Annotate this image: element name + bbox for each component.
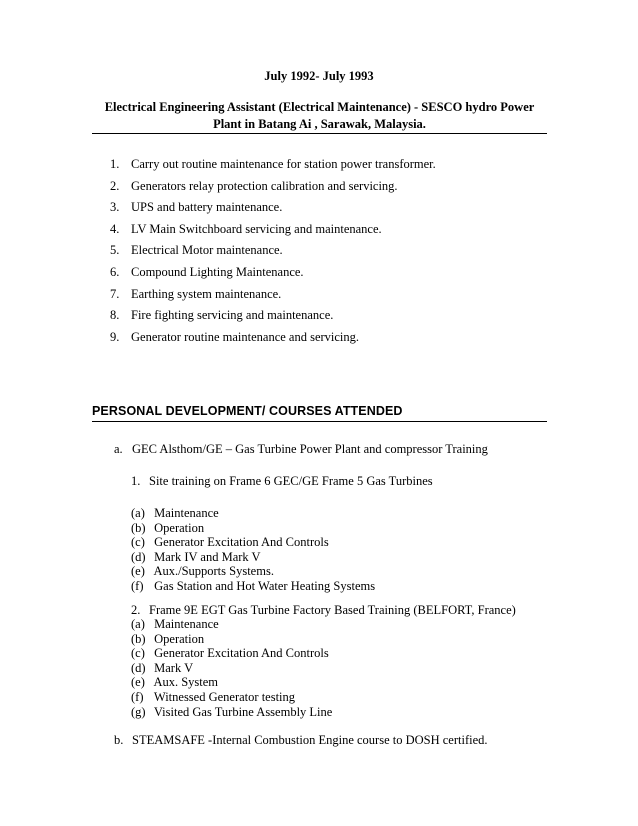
- duty-item: 1. Carry out routine maintenance for station power transformer.: [110, 157, 436, 171]
- sub-item: (g) Visited Gas Turbine Assembly Line: [131, 704, 333, 719]
- course-a-letter: a.: [114, 442, 123, 456]
- sub-item: (a) Maintenance: [131, 617, 219, 631]
- sub-item: (d) Mark V: [131, 660, 194, 675]
- section-heading: PERSONAL DEVELOPMENT/ COURSES ATTENDED: [92, 404, 403, 418]
- sub-item: (f) Witnessed Generator testing: [131, 689, 296, 704]
- employment-period: July 1992- July 1993: [264, 69, 374, 83]
- sub-item: (b) Operation: [131, 520, 205, 535]
- duties-list: [110, 156, 540, 350]
- job-title-line-1: Electrical Engineering Assistant (Electrical Maintenance) - SESCO hydro Power: [104, 100, 535, 114]
- course-a-text: GEC Alsthom/GE – Gas Turbine Power Plant and compressor Training: [132, 442, 488, 456]
- course-a-sub-2: 2. Frame 9E EGT Gas Turbine Factory Based Training (BELFORT, France): [131, 603, 516, 617]
- sub-item: (f) Gas Station and Hot Water Heating Systems: [131, 578, 376, 593]
- course-b: [114, 733, 488, 748]
- duty-item: 3. UPS and battery maintenance.: [110, 200, 283, 215]
- course-a-sub-1: 1. Site training on Frame 6 GEC/GE Frame 5 Gas Turbines: [131, 474, 433, 488]
- course-b-text: STEAMSAFE -Internal Combustion Engine course to DOSH certified.: [132, 733, 488, 747]
- sub-item: (e) Aux. System: [131, 675, 219, 690]
- duty-item: 5. Electrical Motor maintenance.: [110, 243, 283, 258]
- sub-1-items: [131, 506, 375, 594]
- sub-item: (d) Mark IV and Mark V: [131, 549, 261, 564]
- course-a: [114, 442, 488, 457]
- job-title: [92, 99, 547, 133]
- duty-item: 9. Generator routine maintenance and servicing.: [110, 329, 360, 344]
- section-divider: [92, 421, 547, 422]
- duty-item: 8. Fire fighting servicing and maintenance.: [110, 308, 334, 323]
- sub-item: (c) Generator Excitation And Controls: [131, 535, 329, 550]
- duty-item: 4. LV Main Switchboard servicing and maintenance.: [110, 221, 382, 236]
- course-b-letter: b.: [114, 733, 124, 747]
- duty-item: 6. Compound Lighting Maintenance.: [110, 264, 304, 279]
- sub-item: (e) Aux./Supports Systems.: [131, 564, 274, 579]
- sub-item: (a) Maintenance: [131, 506, 219, 520]
- duty-item: 7. Earthing system maintenance.: [110, 286, 282, 301]
- duty-item: 2. Generators relay protection calibration and servicing.: [110, 178, 398, 193]
- title-divider: [92, 133, 547, 134]
- sub-item: (b) Operation: [131, 631, 205, 646]
- sub-2-items: [131, 617, 332, 719]
- job-title-line-2: Plant in Batang Ai , Sarawak, Malaysia.: [213, 117, 426, 131]
- sub-item: (c) Generator Excitation And Controls: [131, 646, 329, 661]
